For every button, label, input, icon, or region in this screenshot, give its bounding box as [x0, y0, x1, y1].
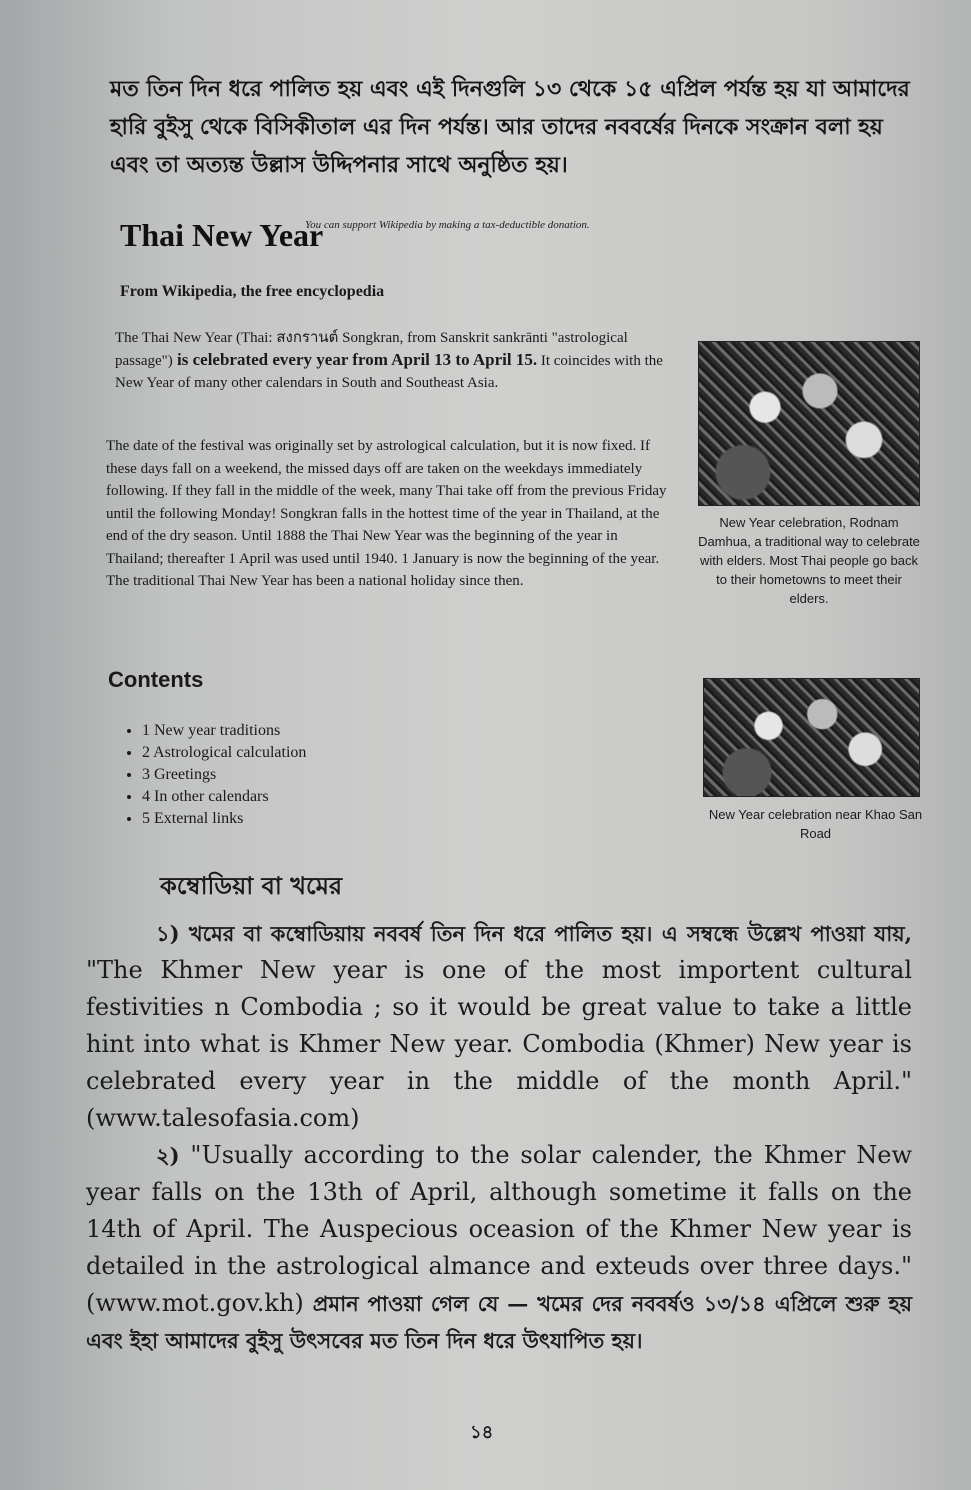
wiki-intro-rest: It coincides with the New Year of many other calendars in South and Southeast Asia.: [115, 353, 663, 391]
wiki-subtitle: From Wikipedia, the free encyclopedia: [120, 283, 385, 300]
celebration-photo-elders: [698, 341, 920, 506]
khmer-paragraph-1: [86, 915, 912, 1137]
page-number: ১৪: [470, 1422, 494, 1443]
khmer-p2-quote: "Usually according to the solar calender, the Khmer New year falls on the 13th of April, although sometime it falls on the 14th of April. The Auspecious oceasion of the Khmer New year is detailed in the astrological almance and exteuds over three days." (www.mot.gov.kh): [86, 1141, 912, 1317]
wiki-article-title: Thai New Year: [120, 217, 324, 253]
wiki-contents-list: [128, 720, 306, 830]
celebration-photo-khao-san: [703, 678, 920, 797]
khmer-section-body: [86, 915, 912, 1359]
wiki-contents-item: • 2 Astrological calculation: [142, 742, 306, 764]
bengali-intro-paragraph: [110, 70, 940, 184]
khmer-p1-quote: "The Khmer New year is one of the most importent cultural festivities n Combodia ; so it would be great value to take a little hint into what is Khmer New year. Combodia (Khmer) New year is celebrated every year in the middle of the month April." (www.talesofasia.com): [86, 956, 912, 1132]
bengali-intro-line-1: মত তিন দিন ধরে পালিত হয় এবং এই দিনগুলি ১৩ থেকে ১৫ এপ্রিল পর্যন্ত হয় যা আমাদের: [110, 76, 910, 102]
khmer-paragraph-2: [86, 1137, 912, 1359]
khmer-p1-bengali: ১) খমের বা কম্বোডিয়ায় নববর্ষ তিন দিন ধরে পালিত হয়। এ সম্বন্ধে উল্লেখ পাওয়া যায়,: [156, 921, 912, 946]
wiki-intro-lead: The Thai New Year (Thai: สงกรานต์ Songkran, from Sanskrit sankrānti "astrological passage"): [115, 330, 628, 369]
khmer-p2-number: ২): [156, 1143, 180, 1168]
wiki-contents-item: • 5 External links: [142, 808, 306, 830]
photo-caption-elders: New Year celebration, Rodnam Damhua, a traditional way to celebrate with elders. Most Thai people go back to their hometowns to meet their elders.: [698, 515, 920, 606]
wiki-donate-note: You can support Wikipedia by making a tax-deductible donation.: [305, 219, 590, 231]
wikipedia-printout: [100, 205, 930, 855]
wiki-contents-item: • 3 Greetings: [142, 764, 306, 786]
khmer-section-heading: কম্বোডিয়া বা খমের: [160, 871, 343, 900]
wiki-intro-bold: is celebrated every year from April 13 to April 15.: [172, 350, 538, 369]
wiki-contents-title: Contents: [108, 667, 204, 692]
wiki-contents-item: • 4 In other calendars: [142, 786, 306, 808]
photo-caption-khao-san: New Year celebration near Khao San Road: [708, 807, 923, 841]
wiki-date-paragraph: The date of the festival was originally set by astrological calculation, but it is now fixed. If these days fall on a weekend, the missed days off are taken on the weekdays immediately following. If they fall in the middle of the week, many Thai take off from the previous Friday until the following Monday! Songkran falls in the hottest time of the year in Thailand, at the end of the dry season. Until 1888 the Thai New Year was the beginning of the year in Thailand; thereafter 1 April was used until 1940. 1 January is now the beginning of the year. The traditional Thai New Year has been a national holiday since then.: [106, 438, 667, 589]
wiki-contents-item: • 1 New year traditions: [142, 720, 306, 742]
bengali-intro-line-3: এবং তা অত্যন্ত উল্লাস উদ্দিপনার সাথে অনুষ্ঠিত হয়।: [110, 152, 568, 178]
bengali-intro-line-2: হারি বুইসু থেকে বিসিকীতাল এর দিন পর্যন্ত। আর তাদের নববর্ষের দিনকে সংক্রান বলা হয়: [110, 114, 883, 140]
wiki-intro-paragraph: [115, 327, 675, 394]
khmer-p2-bengali: প্রমান পাওয়া গেল যে — খমের দের নববর্ষও ১৩/১৪ এপ্রিলে শুরু হয় এবং ইহা আমাদের বুইসু উৎসবের মত তিন দিন ধরে উৎযাপিত হয়।: [86, 1291, 912, 1353]
